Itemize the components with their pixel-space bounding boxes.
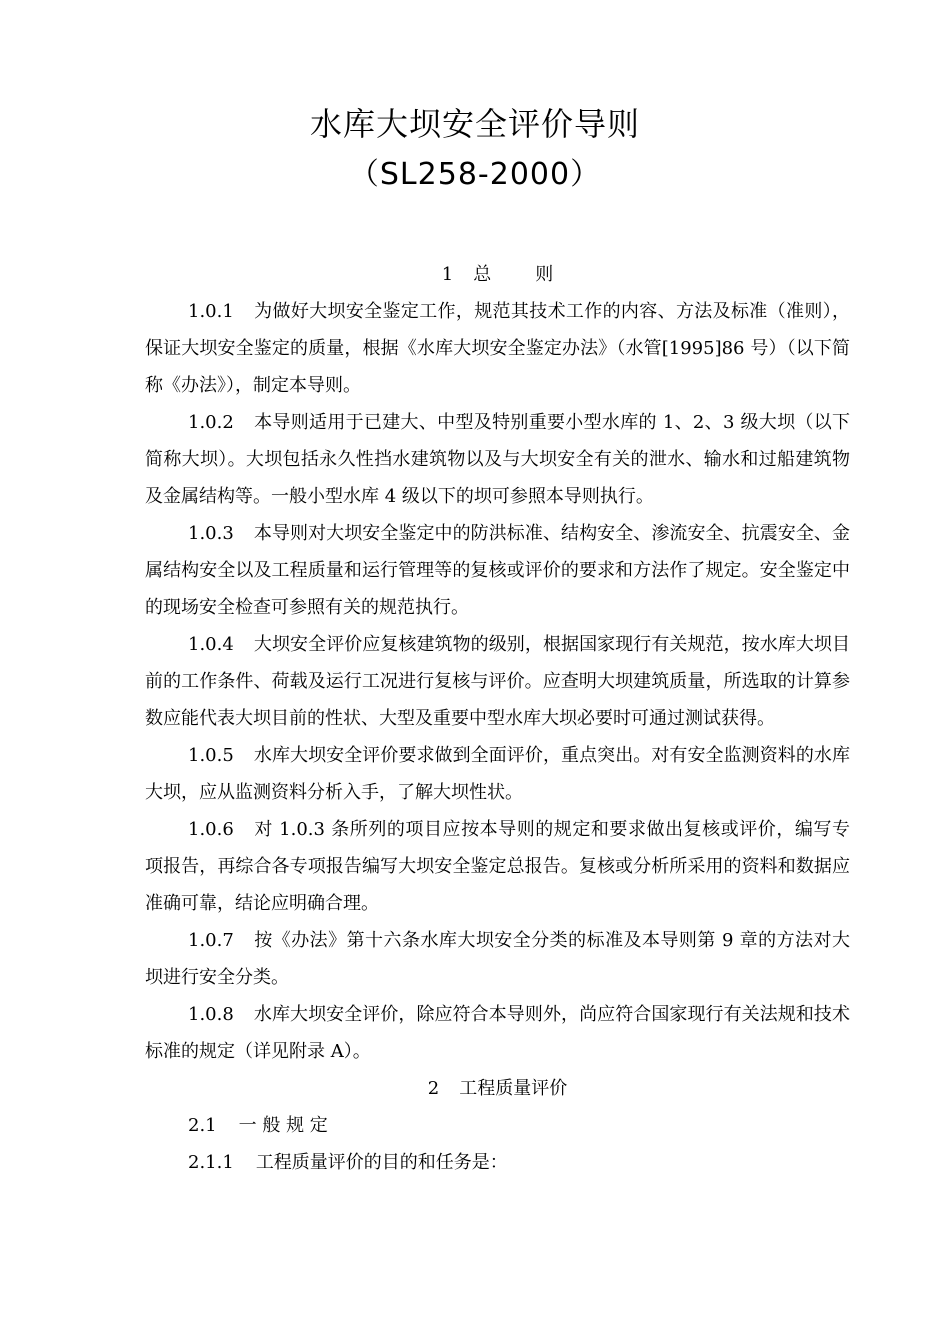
clause-1-0-4: [145, 626, 850, 737]
section-title: 一 般 规 定: [238, 1115, 328, 1136]
chapter-1-heading: [145, 256, 850, 293]
clause-1-0-3: [145, 515, 850, 626]
clause-text: 本导则适用于已建大、中型及特别重要小型水库的 1、2、3 级大坝（以下简称大坝）。大坝包括永久性挡水建筑物以及与大坝安全有关的泄水、输水和过船建筑物及金属结构等。一般小型水库 4 级以下的坝可参照本导则执行。: [145, 412, 850, 507]
clause-number: 1.0.4: [188, 634, 234, 655]
clause-text: 对 1.0.3 条所列的项目应按本导则的规定和要求做出复核或评价，编写专项报告，再综合各专项报告编写大坝安全鉴定总报告。复核或分析所采用的资料和数据应准确可靠，结论应明确合理。: [145, 819, 850, 914]
clause-number: 1.0.1: [188, 301, 234, 322]
clause-number: 2.1.1: [188, 1152, 234, 1173]
clause-2-1-1: [145, 1144, 850, 1181]
clause-1-0-7: [145, 922, 850, 996]
clause-number: 1.0.7: [188, 930, 234, 951]
clause-number: 1.0.8: [188, 1004, 234, 1025]
chapter-1-number: 1: [441, 264, 454, 285]
clause-1-0-5: [145, 737, 850, 811]
clause-number: 1.0.6: [188, 819, 234, 840]
chapter-1-title-a: 总: [473, 264, 492, 285]
clause-text: 本导则对大坝安全鉴定中的防洪标准、结构安全、渗流安全、抗震安全、金属结构安全以及工程质量和运行管理等的复核或评价的要求和方法作了规定。安全鉴定中的现场安全检查可参照有关的规范执行。: [145, 523, 850, 618]
chapter-2-title: 工程质量评价: [459, 1078, 568, 1099]
clause-1-0-2: [145, 404, 850, 515]
section-2-1: [145, 1107, 850, 1144]
clause-number: 1.0.2: [188, 412, 234, 433]
clause-text: 为做好大坝安全鉴定工作，规范其技术工作的内容、方法及标准（准则），保证大坝安全鉴定的质量，根据《水库大坝安全鉴定办法》（水管[1995]86 号）（以下简称《办法》），制定本导则。: [145, 301, 850, 396]
clause-number: 1.0.5: [188, 745, 234, 766]
clause-1-0-8: [145, 996, 850, 1070]
clause-text: 水库大坝安全评价，除应符合本导则外，尚应符合国家现行有关法规和技术标准的规定（详见附录 A）。: [145, 1004, 850, 1062]
document-body: [145, 256, 850, 1181]
clause-text: 水库大坝安全评价要求做到全面评价，重点突出。对有安全监测资料的水库大坝，应从监测资料分析入手，了解大坝性状。: [145, 745, 850, 803]
clause-1-0-6: [145, 811, 850, 922]
clause-number: 1.0.3: [188, 523, 234, 544]
clause-1-0-1: [145, 293, 850, 404]
chapter-2-number: 2: [427, 1078, 440, 1099]
clause-text: 按《办法》第十六条水库大坝安全分类的标准及本导则第 9 章的方法对大坝进行安全分类。: [145, 930, 850, 988]
standard-code: （SL258-2000）: [348, 157, 602, 192]
chapter-2-heading: [145, 1070, 850, 1107]
chapter-1-title-b: 则: [535, 264, 554, 285]
section-number: 2.1: [188, 1115, 217, 1136]
clause-text: 工程质量评价的目的和任务是：: [255, 1152, 508, 1173]
clause-text: 大坝安全评价应复核建筑物的级别，根据国家现行有关规范，按水库大坝目前的工作条件、荷载及运行工况进行复核与评价。应查明大坝建筑质量，所选取的计算参数应能代表大坝目前的性状、大型及重要中型水库大坝必要时可通过测试获得。: [145, 634, 850, 729]
document-title: 水库大坝安全评价导则: [309, 105, 640, 143]
